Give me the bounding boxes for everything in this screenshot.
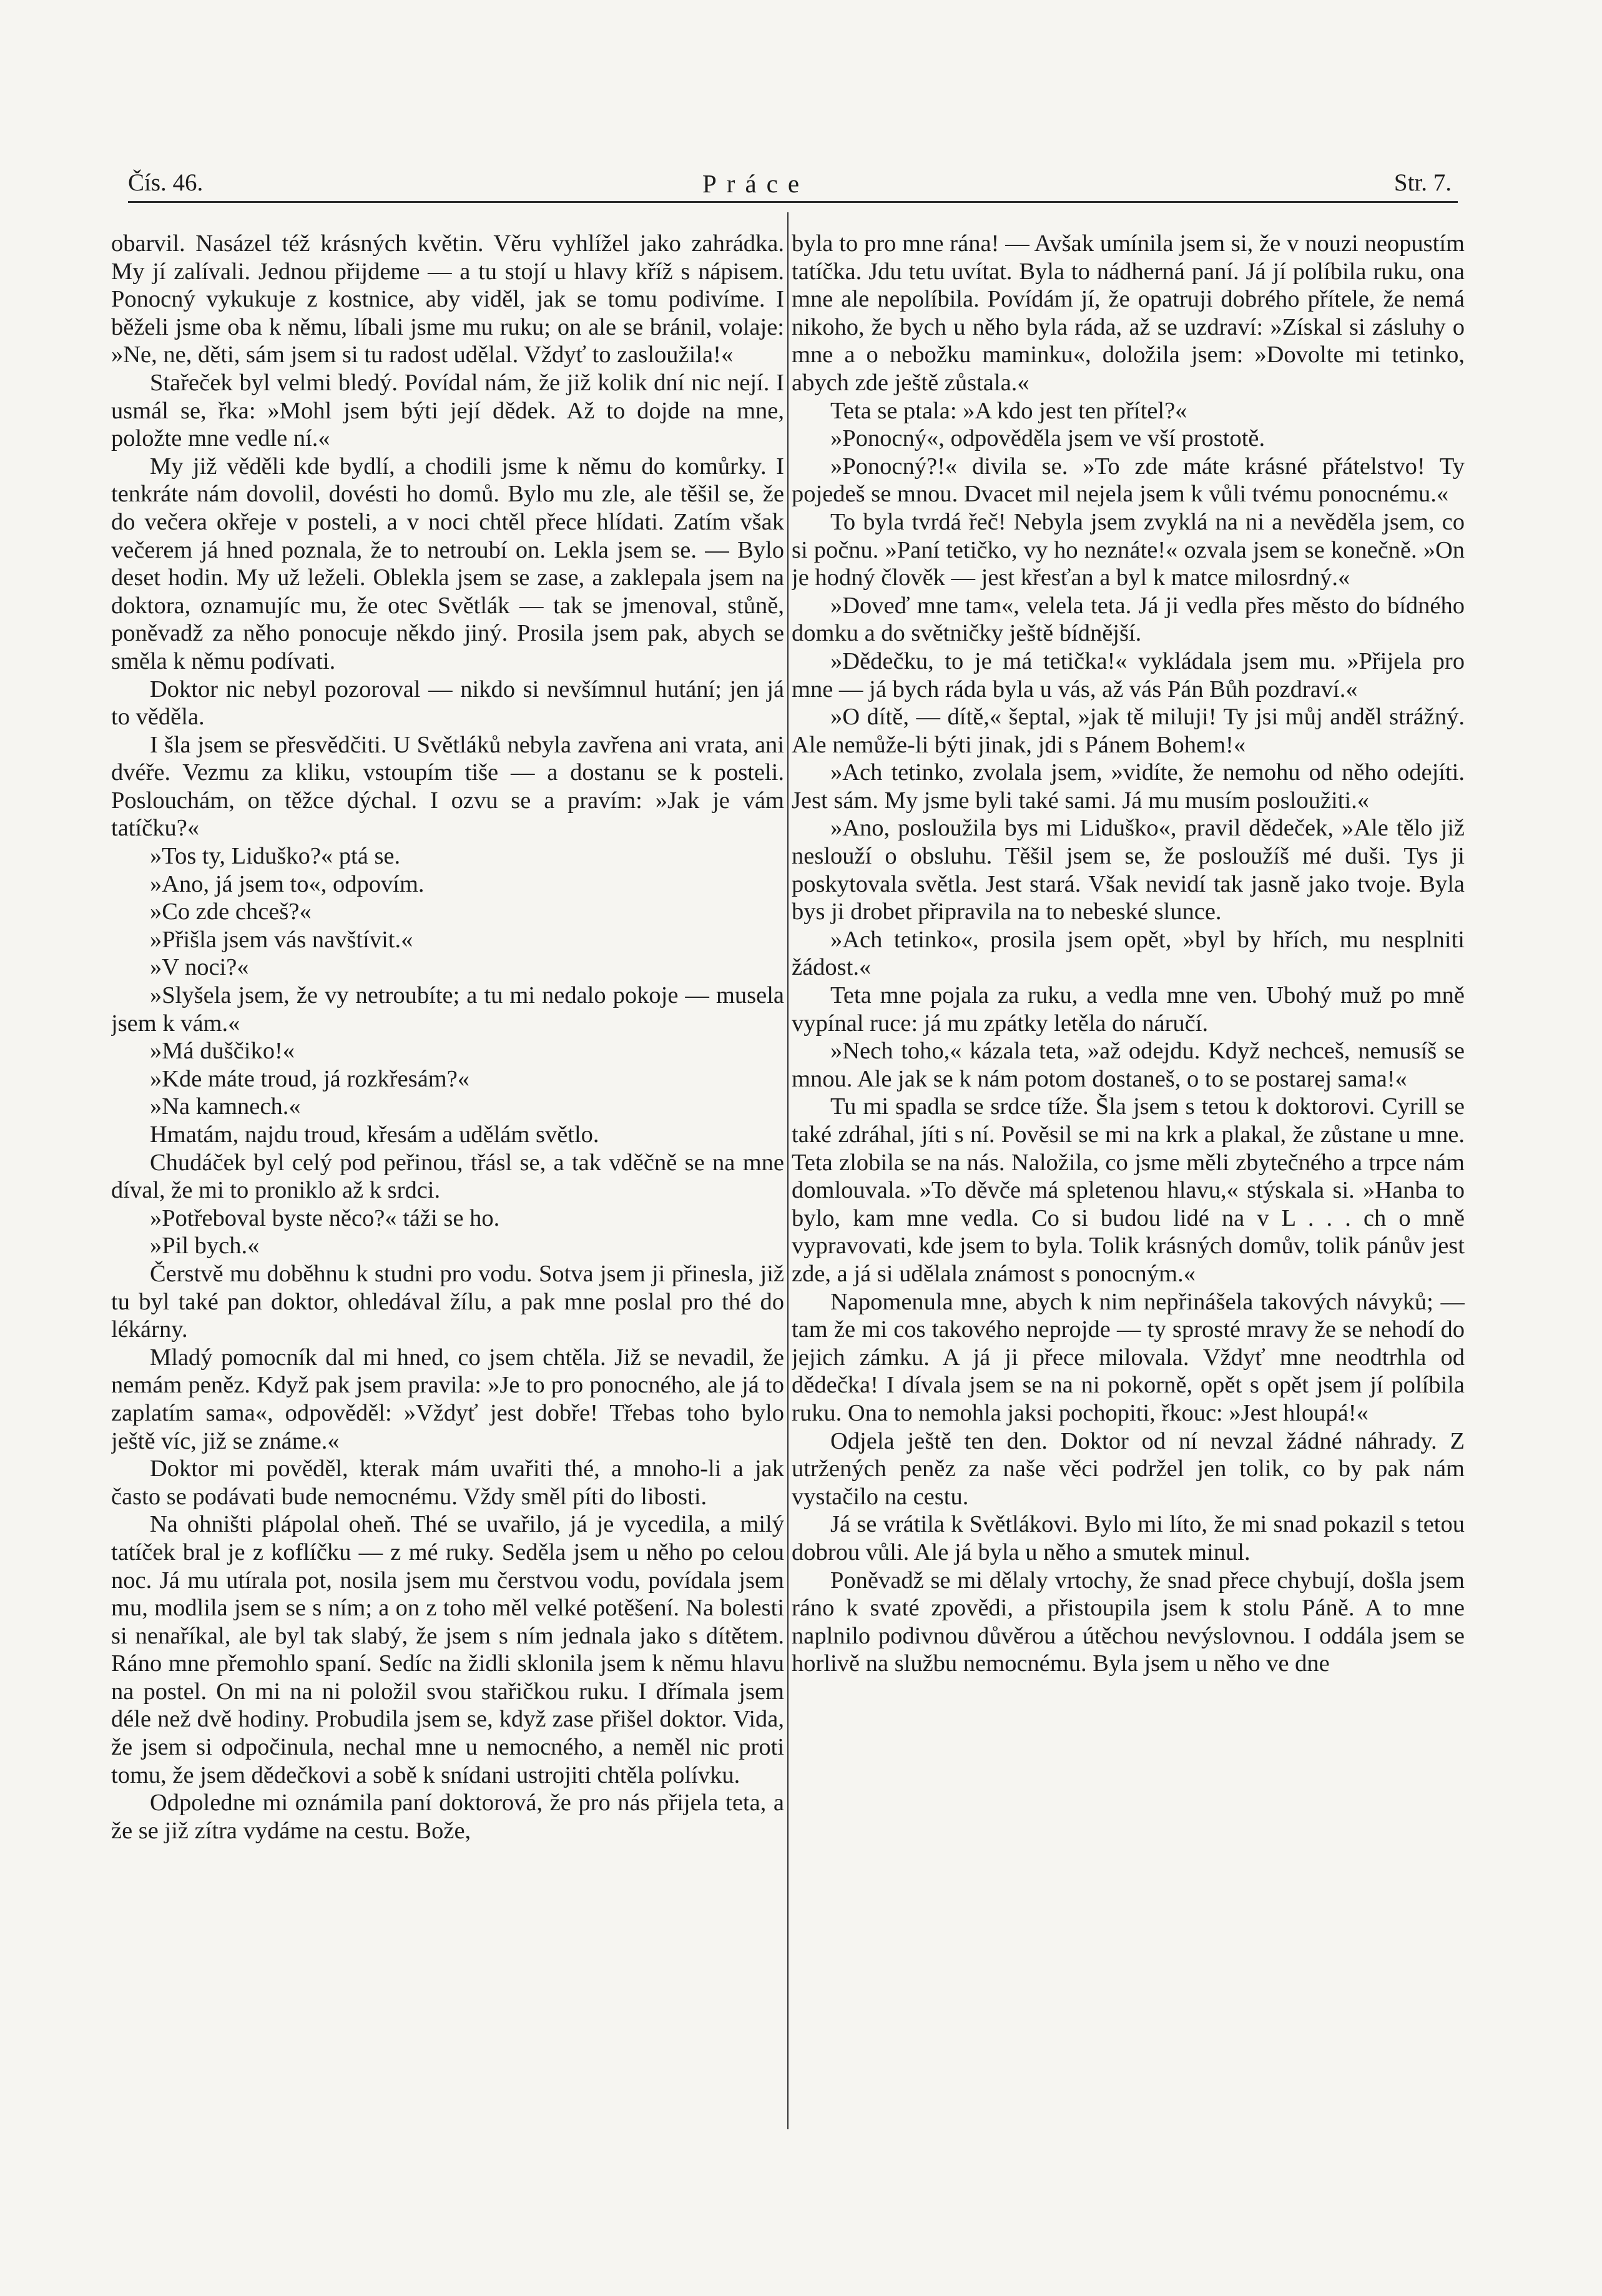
paragraph: Já se vrátila k Světlákovi. Bylo mi líto, že mi snad pokazil s tetou dobrou vůli. Ale já byla u něho a smutek minul. — [792, 1511, 1465, 1565]
paragraph: »O dítě, — dítě,« šeptal, »jak tě miluji! Ty jsi můj anděl strážný. Ale nemůže-li býti jinak, jdi s Pánem Bohem!« — [792, 704, 1465, 758]
page-number: Str. 7. — [1393, 169, 1452, 196]
paragraph: »Co zde chceš?« — [150, 899, 312, 925]
paragraph: »Pil bych.« — [150, 1233, 260, 1259]
paragraph: Odpoledne mi oznámila paní doktorová, že pro nás přijela teta, a že se již zítra vydáme na cestu. Bože, — [111, 1790, 784, 1844]
paragraph: »Nech toho,« kázala teta, »až odejdu. Když nechceš, nemusíš se mnou. Ale jak se k nám potom dostaneš, o to se postarej sama!« — [792, 1038, 1465, 1092]
paragraph: »Slyšela jsem, že vy netroubíte; a tu mi nedalo pokoje — musela jsem k vám.« — [111, 982, 784, 1037]
issue-number: Čís. 46. — [128, 169, 204, 196]
paragraph: Mladý pomocník dal mi hned, co jsem chtěla. Již se nevadil, že nemám peněz. Když pak jsem pravila: »Je to pro ponocného, ale já to zaplatím sama«, odpověděl: »Vždyť jest dobře! Třebas toho bylo ještě víc, již se známe.« — [111, 1344, 784, 1454]
paragraph: »Přišla jsem vás navštívit.« — [150, 926, 413, 953]
paragraph: Napomenula mne, abych k nim nepřinášela takových návyků; — tam že mi cos takového neprojde — ty sprosté mravy že se nehodí do jejich zámku. A já ji přece milovala. Vždyť mne neodtrhla od dědečka! I dívala jsem se na ni pokorně, opět s opět jsem jí políbila ruku. Ona to nemohla jaksi pochopiti, řkouc: »Jest hloupá!« — [792, 1288, 1465, 1426]
paragraph: »Dědečku, to je má tetička!« vykládala jsem mu. »Přijela pro mne — já bych ráda byla u vás, až vás Pán Bůh pozdraví.« — [792, 648, 1465, 702]
paragraph: Stařeček byl velmi bledý. Povídal nám, že již kolik dní nic nejí. I usmál se, řka: »Mohl jsem býti její dědek. Až to dojde na mne, položte mne vedle ní.« — [111, 369, 784, 452]
publication-title: Práce — [702, 169, 810, 198]
paragraph: Doktor nic nebyl pozoroval — nikdo si nevšímnul hutání; jen já to věděla. — [111, 676, 784, 731]
paragraph: Doktor mi pověděl, kterak mám uvařiti thé, a mnoho-li a jak často se podávati bude nemocnému. Vždy směl píti do libosti. — [111, 1456, 784, 1510]
paragraph: Čerstvě mu doběhnu k studni pro vodu. Sotva jsem ji přinesla, již tu byl také pan doktor, ohledával žílu, a pak mne poslal pro thé do lékárny. — [111, 1260, 784, 1343]
paragraph: byla to pro mne rána! — Avšak umínila jsem si, že v nouzi neopustím tatíčka. Jdu tetu uvítat. Byla to nádherná paní. Já jí políbila ruku, ona mne ale nepolíbila. Povídám jí, že opatruji dobrého přítele, že nemá nikoho, že bych u něho byla ráda, až se uzdraví: »Získal si zásluhy o mne a o nebožku maminku«, doložila jsem: »Dovolte mi tetinko, abych zde ještě zůstala.« — [792, 230, 1465, 396]
paragraph: Hmatám, najdu troud, křesám a udělám světlo. — [150, 1121, 599, 1148]
paragraph: »Ach tetinko, zvolala jsem, »vidíte, že nemohu od něho odejíti. Jest sám. My jsme byli také sami. Já mu musím posloužiti.« — [792, 759, 1465, 814]
paragraph: Teta se ptala: »A kdo jest ten přítel?« — [830, 397, 1187, 424]
right-column — [792, 230, 1465, 2128]
header-rule — [128, 201, 1458, 203]
paragraph: »Ponocný?!« divila se. »To zde máte krásné přátelstvo! Ty pojedeš se mnou. Dvacet mil nejela jsem k vůli tvému ponocnému.« — [792, 453, 1465, 508]
paragraph: obarvil. Nasázel též krásných květin. Věru vyhlížel jako zahrádka. My jí zalívali. Jednou přijdeme — a tu stojí u hlavy kříž s nápisem. Ponocný vykukuje z kostnice, aby viděl, jak se tomu podivíme. I běželi jsme oba k němu, líbali jsme mu ruku; on ale se bránil, volaje: »Ne, ne, děti, sám jsem si tu radost udělal. Vždyť to zasloužila!« — [111, 230, 784, 368]
paragraph: »Ano, já jsem to«, odpovím. — [150, 870, 425, 897]
paragraph: My již věděli kde bydlí, a chodili jsme k němu do komůrky. I tenkráte nám dovolil, dovésti ho domů. Bylo mu zle, ale těšil se, že do večera okřeje v posteli, a v noci chtěl přece hlídati. Zatím však večerem já hned poznala, že to netroubí on. Lekla jsem se. — Bylo deset hodin. My už leželi. Oblekla jsem se zase, a zaklepala jsem na doktora, oznamujíc mu, že otec Světlák — tak se jmenoval, stůně, poněvadž za něho ponocuje někdo jiný. Prosila jsem pak, abych se směla k němu podívati. — [111, 453, 784, 674]
paragraph: Tu mi spadla se srdce tíže. Šla jsem s tetou k doktorovi. Cyrill se také zdráhal, jíti s ní. Pověsil se mi na krk a plakal, že zůstane u mne. Teta zlobila se na nás. Naložila, co jsme měli zbytečného a trpce nám domlouvala. »To děvče má spletenou hlavu,« stýskala si. »Hanba to bylo, kam mne vedla. Co si budou lidé na v L . . . ch o mně vypravovati, kde jsem to byla. Tolik krásných domův, tolik pánův jest zde, a já si udělala známost s ponocným.« — [792, 1093, 1465, 1287]
paragraph: Poněvadž se mi dělaly vrtochy, že snad přece chybují, došla jsem ráno k svaté zpovědi, a přistoupila jsem k stolu Páně. A to mne naplnilo podivnou důvěrou a útěchou nevýslovnou. I oddála jsem se horlivě na službu nemocnému. Byla jsem u něho ve dne — [792, 1567, 1465, 1677]
paragraph: Teta mne pojala za ruku, a vedla mne ven. Ubohý muž po mně vypínal ruce: já mu zpátky letěla do náručí. — [792, 982, 1465, 1037]
paragraph: To byla tvrdá řeč! Nebyla jsem zvyklá na ni a nevěděla jsem, co si počnu. »Paní tetičko, vy ho neznáte!« ozvala jsem se konečně. »On je hodný člověk — jest křesťan a byl k matce milosrdný.« — [792, 508, 1465, 591]
paragraph: Chudáček byl celý pod peřinou, třásl se, a tak vděčně se na mne díval, že mi to proniklo až k srdci. — [111, 1149, 784, 1204]
paragraph: »Kde máte troud, já rozkřesám?« — [150, 1065, 470, 1092]
paragraph: »Ponocný«, odpověděla jsem ve vší prostotě. — [830, 425, 1265, 452]
paragraph: »Má duščiko!« — [150, 1038, 295, 1065]
left-column — [111, 230, 784, 2128]
page-header — [128, 169, 1452, 200]
paragraph: »V noci?« — [150, 954, 249, 981]
column-divider — [787, 212, 789, 2129]
paragraph: »Tos ty, Liduško?« ptá se. — [150, 843, 401, 870]
paragraph: »Doveď mne tam«, velela teta. Já ji vedla přes město do bídného domku a do světničky ještě bídnější. — [792, 592, 1465, 647]
paragraph: Odjela ještě ten den. Doktor od ní nevzal žádné náhrady. Z utržených peněz za naše věci podržel jen tolik, co by pak nám vystačilo na cestu. — [792, 1427, 1465, 1510]
paragraph: »Ach tetinko«, prosila jsem opět, »byl by hřích, mu nesplniti žádost.« — [792, 926, 1465, 981]
paragraph: »Na kamnech.« — [150, 1093, 301, 1120]
paragraph: Na ohništi plápolal oheň. Thé se uvařilo, já je vycedila, a milý tatíček bral je z koflíčku — z mé ruky. Seděla jsem u něho po celou noc. Já mu utírala pot, nosila jsem mu čerstvou vodu, povídala jsem mu, modlila jsem se s ním; a on z toho měl velké potěšení. Na bolesti si nenaříkal, ale byl tak slabý, že jsem s ním jednala jako s dítětem. Ráno mne přemohlo spaní. Sedíc na židli sklonila jsem k němu hlavu na postel. On mi na ni položil svou stařičkou ruku. I dřímala jsem déle než dvě hodiny. Probudila jsem se, když zase přišel doktor. Vida, že jsem si odpočinula, nechal mne u nemocného, a neměl nic proti tomu, že jsem dědečkovi a sobě k snídani ustrojiti chtěla polívku. — [111, 1511, 784, 1788]
paragraph: I šla jsem se přesvědčiti. U Světláků nebyla zavřena ani vrata, ani dvéře. Vezmu za kliku, vstoupím tiše — a dostanu se k posteli. Poslouchám, on těžce dýchal. I ozvu se a pravím: »Jak je vám tatíčku?« — [111, 731, 784, 842]
paragraph: »Ano, posloužila bys mi Liduško«, pravil dědeček, »Ale tělo již neslouží o obsluhu. Těšil jsem se, že posloužíš mé duši. Tys ji poskytovala světla. Jest stará. Však nevidí tak jasně jako tvoje. Byla bys ji drobet připravila na to nebeské slunce. — [792, 815, 1465, 925]
paragraph: »Potřeboval byste něco?« táži se ho. — [150, 1205, 500, 1231]
